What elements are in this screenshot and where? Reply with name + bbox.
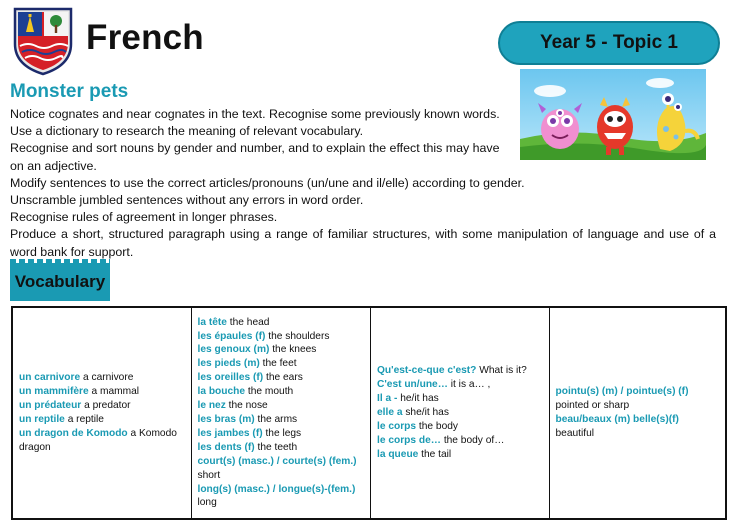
- objective-line: Recognise rules of agreement in longer phrases.: [10, 210, 278, 225]
- vocab-item: elle a she/it has: [377, 407, 449, 419]
- vocab-item: un dragon de Komodo a Komodo dragon: [19, 427, 177, 453]
- vocab-item: beau/beaux (m) belle(s)(f) beautiful: [555, 414, 679, 439]
- vocab-column-phrases: [371, 308, 550, 518]
- objective-line: Unscramble jumbled sentences without any errors in word order.: [10, 193, 364, 208]
- vocabulary-table: [11, 306, 727, 520]
- objective-line: Notice cognates and near cognates in the text. Recognise some previously known words.: [10, 107, 500, 121]
- vocab-column-body-parts: [192, 308, 372, 518]
- vocab-item: la bouche the mouth: [197, 386, 294, 398]
- vocab-item: long(s) (masc.) / longue(s)-(fem.) long: [197, 483, 356, 509]
- vocab-item: un prédateur a predator: [19, 400, 131, 412]
- vocabulary-heading: Vocabulary: [10, 263, 110, 301]
- vocab-item: le corps the body: [377, 420, 458, 432]
- vocab-item: Il a - he/it has: [377, 393, 439, 405]
- vocab-item: pointu(s) (m) / pointue(s) (f) pointed or sharp: [555, 386, 689, 412]
- vocab-item: Qu'est-ce-que c'est? What is it?: [377, 365, 527, 377]
- objective-line: Produce a short, structured paragraph using a range of familiar structures, with some manipulation of language and use of a word bank for support.: [10, 227, 716, 259]
- school-crest-icon: [12, 6, 74, 76]
- objective-line: Recognise and sort nouns by gender and number, and to explain the effect this may have on an adjective.: [10, 141, 500, 173]
- vocab-item: les jambes (f) the legs: [197, 427, 302, 439]
- vocab-item: C'est un/une… it is a… ,: [377, 379, 491, 391]
- vocab-item: les oreilles (f) the ears: [197, 372, 303, 384]
- vocab-item: les genoux (m) the knees: [197, 344, 317, 356]
- page-title: French: [86, 18, 204, 57]
- vocab-item: les pieds (m) the feet: [197, 358, 297, 370]
- vocab-column-animals: [13, 308, 192, 518]
- vocab-item: la tête the head: [197, 316, 270, 328]
- vocab-column-adjectives: [550, 308, 726, 518]
- vocab-item: court(s) (masc.) / courte(s) (fem.) short: [197, 455, 357, 481]
- vocab-item: un carnivore a carnivore: [19, 372, 134, 384]
- learning-objectives: [10, 106, 716, 261]
- topic-badge: Year 5 - Topic 1: [498, 21, 720, 65]
- vocab-item: les bras (m) the arms: [197, 414, 298, 425]
- vocab-item: le corps de… the body of…: [377, 434, 505, 446]
- vocab-item: les épaules (f) the shoulders: [197, 330, 330, 342]
- vocab-item: un mammifère a mammal: [19, 386, 140, 398]
- vocab-item: le nez the nose: [197, 400, 268, 412]
- lesson-subtitle: Monster pets: [10, 81, 129, 102]
- objective-line: Use a dictionary to research the meaning of relevant vocabulary.: [10, 124, 364, 139]
- objective-line: Modify sentences to use the correct articles/pronouns (un/une and il/elle) according to gender.: [10, 175, 525, 190]
- vocab-item: la queue the tail: [377, 448, 452, 460]
- vocab-item: un reptile a reptile: [19, 414, 104, 425]
- vocab-item: les dents (f) the teeth: [197, 441, 298, 453]
